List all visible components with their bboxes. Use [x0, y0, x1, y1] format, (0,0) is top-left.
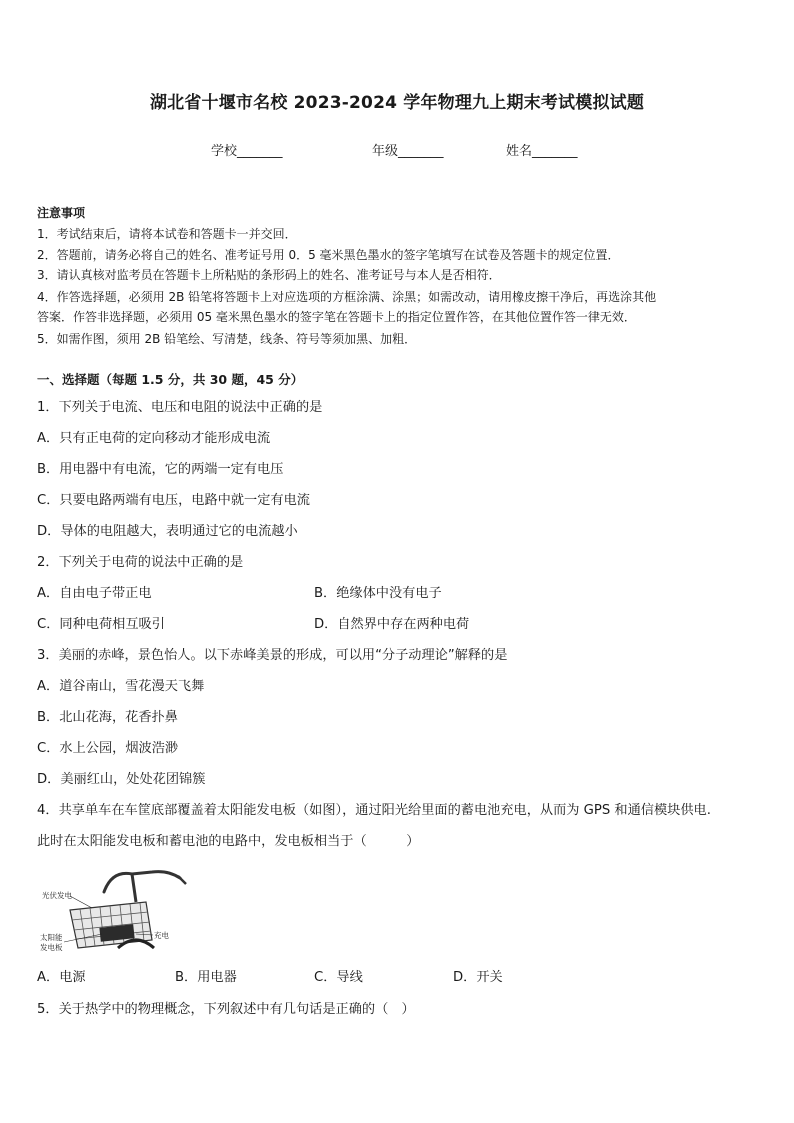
notice-item: 2．答题前，请务必将自己的姓名、准考证号用 0．5 毫米黑色墨水的签字笔填写在试卷及答题卡的规定位置．: [37, 248, 620, 262]
option-d: D．自然界中存在两种电荷: [314, 617, 470, 632]
option-c: C．水上公园，烟波浩渺: [37, 741, 179, 756]
notice-item: 答案．作答非选择题，必须用 05 毫米黑色墨水的签字笔在答题卡上的指定位置作答，在其他位置作答一律无效．: [37, 310, 636, 324]
question-stem: 5．关于热学中的物理概念，下列叙述中有几句话是正确的（ ）: [37, 1002, 415, 1017]
option-b: B．用电器中有电流，它的两端一定有电压: [37, 462, 284, 477]
question-stem: 1．下列关于电流、电压和电阻的说法中正确的是: [37, 400, 323, 415]
notice-item: 1．考试结束后，请将本试卷和答题卡一并交回．: [37, 227, 297, 241]
option-b: B．北山花海，花香扑鼻: [37, 710, 178, 725]
question-stem: 3．美丽的赤峰，景色怡人。以下赤峰美景的形成，可以用“分子动理论”解释的是: [37, 648, 508, 663]
option-b: B．绝缘体中没有电子: [314, 586, 442, 601]
panel-label-2: 发电板: [40, 943, 63, 952]
option-d: D．美丽红山，处处花团锦簇: [37, 772, 206, 787]
notice-item: 4．作答选择题，必须用 2B 铅笔将答题卡上对应选项的方框涂满、涂黑；如需改动，请用橡皮擦干净后，再选涂其他: [37, 290, 657, 304]
name-field: 姓名_______: [506, 144, 578, 159]
option-a: A．只有正电荷的定向移动才能形成电流: [37, 431, 271, 446]
notice-item: 5．如需作图，须用 2B 铅笔绘、写清楚，线条、符号等须加黑、加粗．: [37, 332, 417, 346]
option-a: A．道谷南山，雪花漫天飞舞: [37, 679, 205, 694]
option-c: C．导线: [314, 970, 363, 985]
option-d: D．导体的电阻越大，表明通过它的电流越小: [37, 524, 298, 539]
option-c: C．只要电路两端有电压，电路中就一定有电流: [37, 493, 310, 508]
question-stem: 2．下列关于电荷的说法中正确的是: [37, 555, 244, 570]
question-stem-line2: 此时在太阳能发电板和蓄电池的电路中，发电板相当于（ ）: [37, 834, 420, 849]
bicycle-basket-figure: [40, 862, 190, 954]
page-title: 湖北省十堰市名校 2023-2024 学年物理九上期末考试模拟试题: [149, 93, 645, 113]
pv-label: 光伏发电: [42, 891, 72, 900]
option-a: A．自由电子带正电: [37, 586, 152, 601]
option-d: D．开关: [453, 970, 503, 985]
option-c: C．同种电荷相互吸引: [37, 617, 165, 632]
charge-label: 充电: [154, 931, 169, 940]
question-stem: 4．共享单车在车筐底部覆盖着太阳能发电板（如图），通过阳光给里面的蓄电池充电，从而为 GPS 和通信模块供电.: [37, 803, 711, 818]
notice-heading: 注意事项: [37, 206, 86, 220]
option-a: A．电源: [37, 970, 86, 985]
grade-field: 年级_______: [372, 144, 444, 159]
panel-label-1: 太阳能: [40, 933, 63, 942]
school-field: 学校_______: [211, 144, 283, 159]
notice-item: 3．请认真核对监考员在答题卡上所粘贴的条形码上的姓名、准考证号与本人是否相符．: [37, 268, 501, 282]
option-b: B．用电器: [175, 970, 237, 985]
section-heading: 一、选择题（每题 1.5 分，共 30 题，45 分）: [37, 372, 304, 387]
